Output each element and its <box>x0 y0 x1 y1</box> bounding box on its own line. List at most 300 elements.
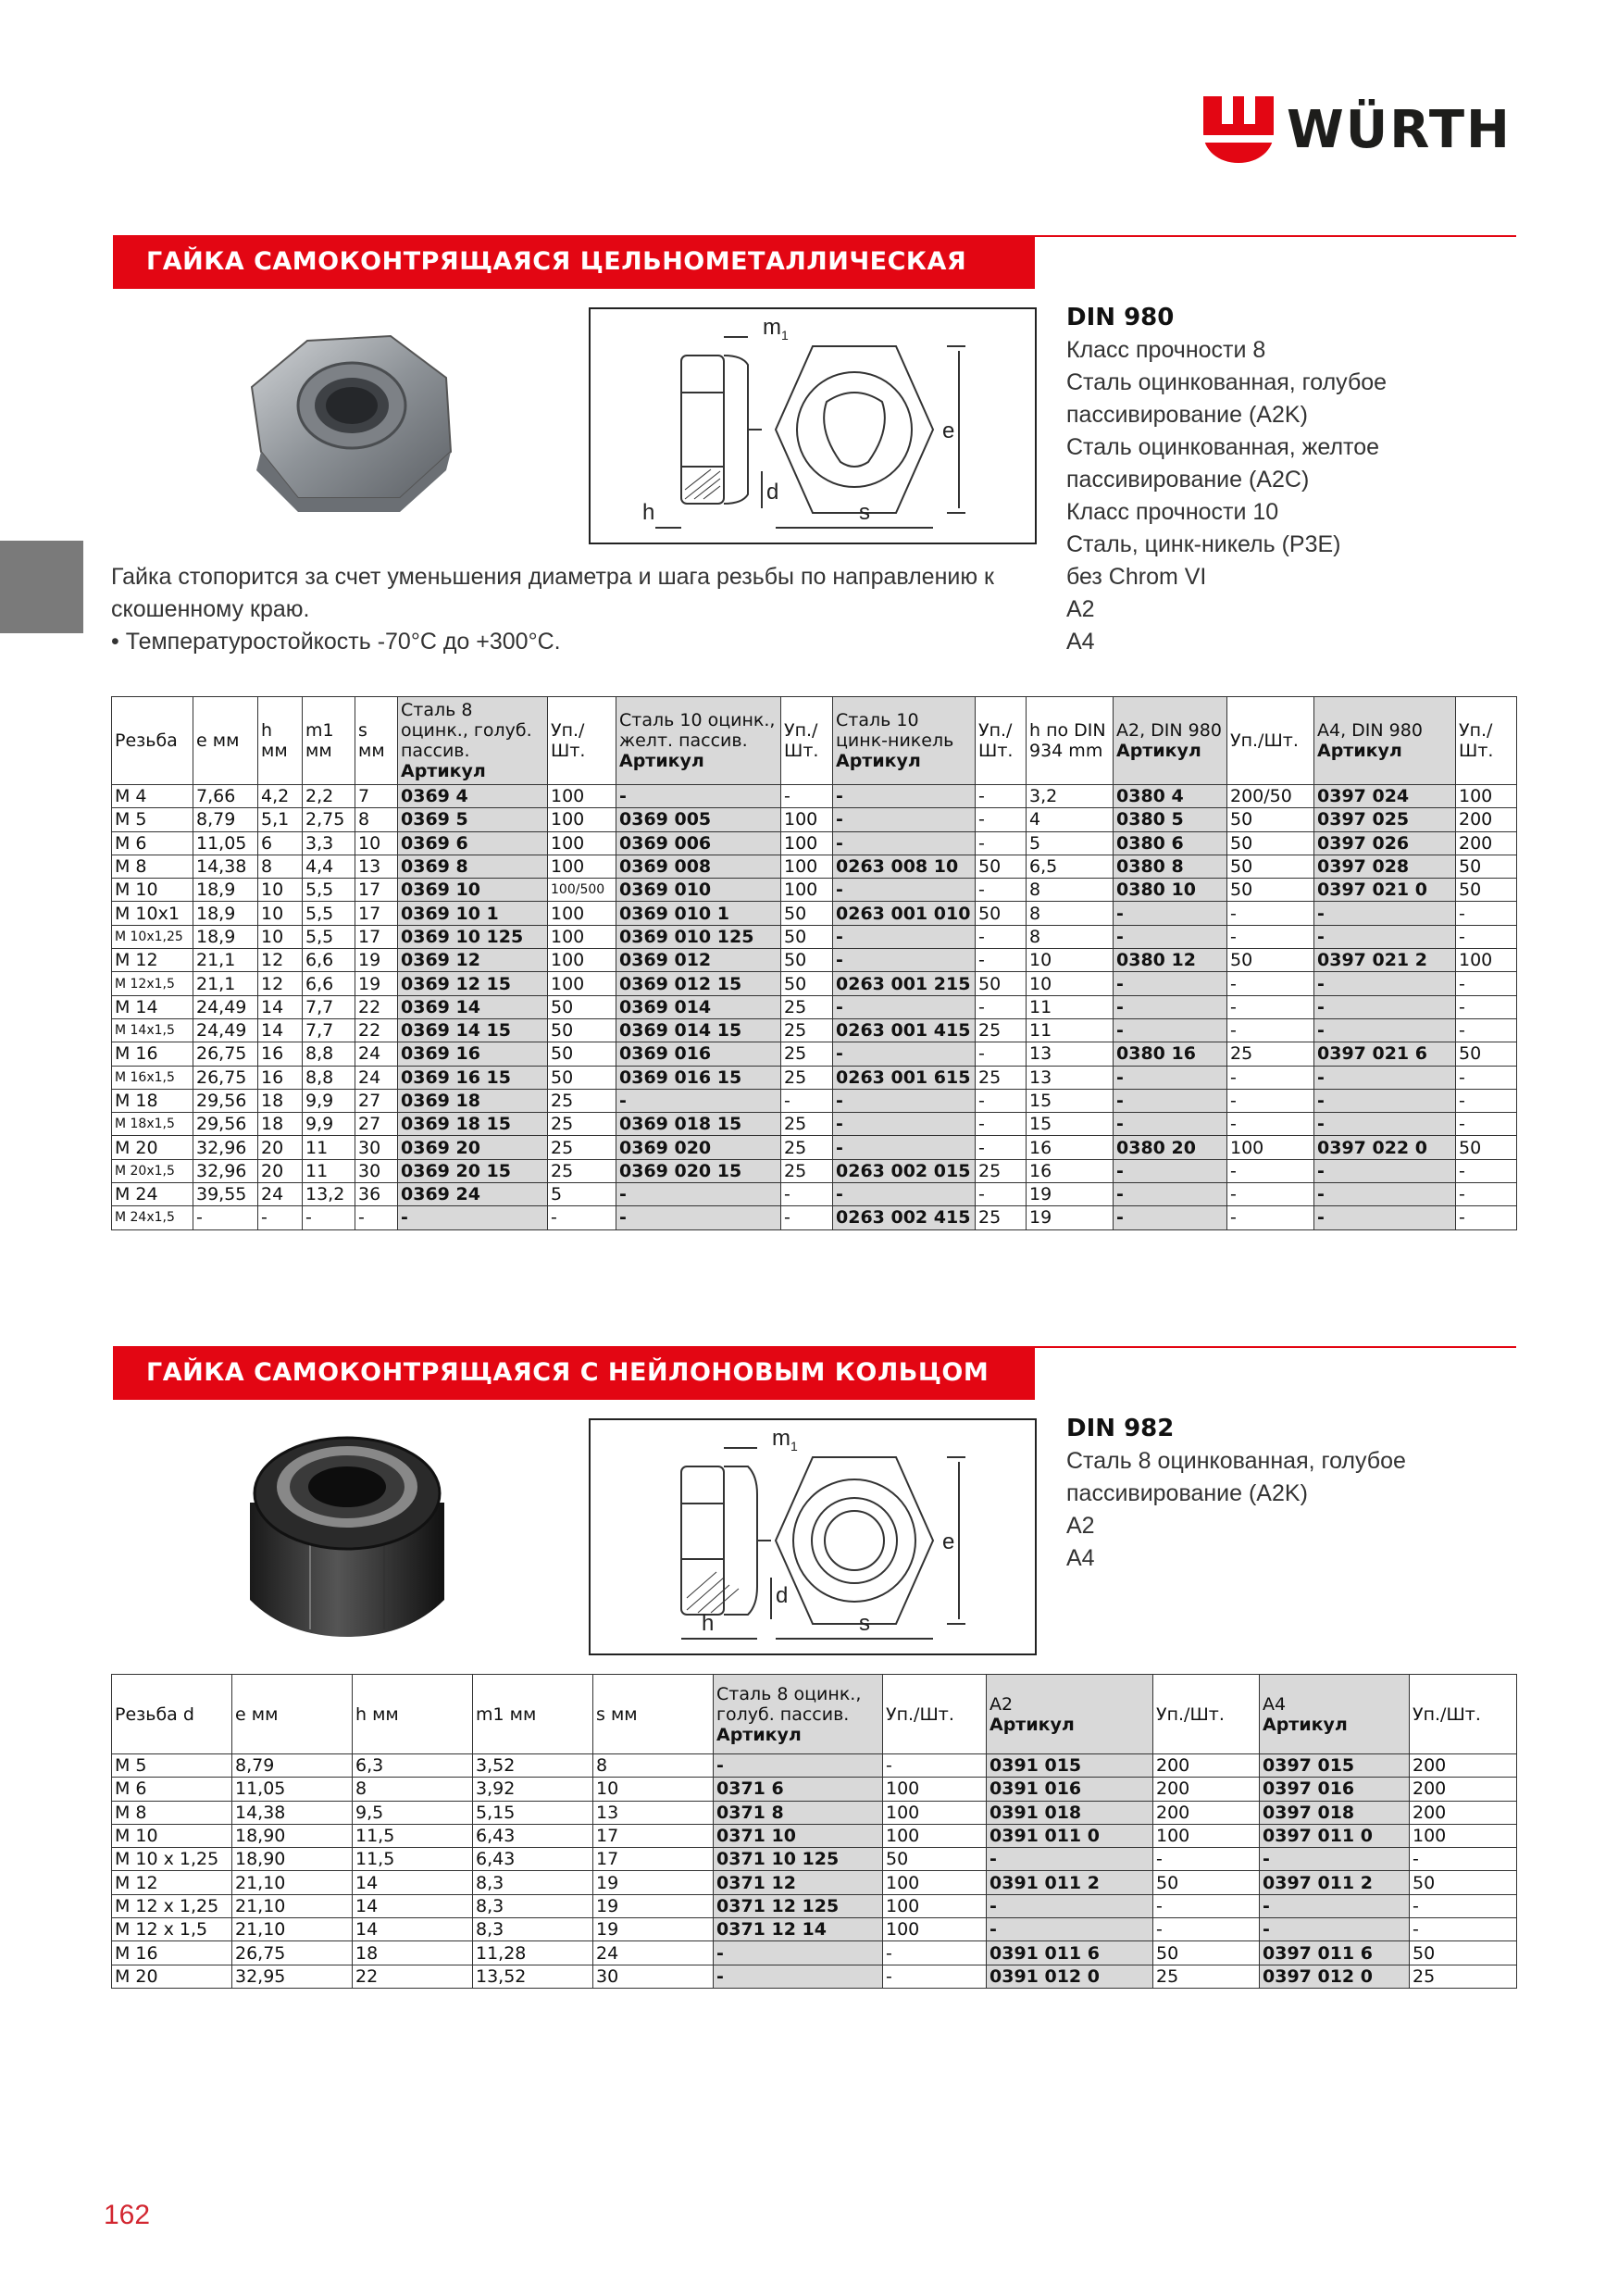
table-cell: - <box>976 1136 1027 1159</box>
table-cell: - <box>1227 1183 1314 1206</box>
table-cell: - <box>1114 925 1227 948</box>
table-cell: 50 <box>976 855 1027 878</box>
table-cell: 10 <box>258 879 303 902</box>
table-cell: 0369 12 15 <box>398 972 548 995</box>
table-cell: 50 <box>1410 1871 1517 1894</box>
table-cell: 14 <box>353 1894 473 1917</box>
header-text: Сталь 8 оцинк., голуб. пассив. <box>716 1683 862 1725</box>
wurth-logo-icon <box>1203 96 1274 163</box>
section1-specification <box>1066 302 1387 658</box>
table-cell: 0397 018 <box>1260 1801 1410 1824</box>
table-cell: 6,43 <box>473 1824 593 1847</box>
table-cell: 18 <box>353 1941 473 1965</box>
table-cell: - <box>987 1848 1153 1871</box>
table-cell: 14 <box>353 1871 473 1894</box>
label-d: d <box>776 1583 789 1608</box>
spec-line: без Chrom VI <box>1066 564 1207 590</box>
header-text: e мм <box>196 730 240 751</box>
table-cell: - <box>883 1965 987 1988</box>
table-cell: 3,92 <box>473 1778 593 1801</box>
table-cell: - <box>833 995 976 1018</box>
table-row <box>112 1042 1517 1066</box>
table-cell: 12 <box>258 972 303 995</box>
spec-line: Класс прочности 8 <box>1066 337 1266 363</box>
table-cell: 0391 015 <box>987 1754 1153 1778</box>
table-cell: 50 <box>548 1066 616 1089</box>
table-cell: 11 <box>303 1136 355 1159</box>
table-cell: 0397 022 0 <box>1314 1136 1456 1159</box>
spec-line: пассивирование (A2K) <box>1066 1480 1308 1506</box>
table-cell: 15 <box>1027 1113 1114 1136</box>
table-cell: 8,8 <box>303 1042 355 1066</box>
table-cell: - <box>616 1206 781 1229</box>
table-cell: 0391 016 <box>987 1778 1153 1801</box>
table-cell: - <box>976 1113 1027 1136</box>
table-cell: - <box>1227 925 1314 948</box>
table-cell: 0369 10 1 <box>398 902 548 925</box>
header-text: Уп./Шт. <box>1413 1703 1481 1725</box>
header-text: Резьба d <box>115 1703 194 1725</box>
table-cell: M 10x1 <box>112 902 193 925</box>
section1-title: ГАЙКА САМОКОНТРЯЩАЯСЯ ЦЕЛЬНОМЕТАЛЛИЧЕСКАЯ <box>113 235 1035 289</box>
table-cell: 12 <box>258 949 303 972</box>
spec-line: пассивирование (A2K) <box>1066 402 1308 428</box>
table-cell: - <box>1260 1848 1410 1871</box>
table-cell: - <box>1456 1018 1517 1042</box>
table-cell: 0369 010 1 <box>616 902 781 925</box>
table-cell: - <box>1410 1848 1517 1871</box>
table-cell: 50 <box>883 1848 987 1871</box>
table-cell: 19 <box>1027 1183 1114 1206</box>
table-cell: 8,3 <box>473 1894 593 1917</box>
table-cell: 8,3 <box>473 1918 593 1941</box>
table-cell: 0371 12 14 <box>714 1918 883 1941</box>
table-cell: 9,9 <box>303 1113 355 1136</box>
table-cell: 6,43 <box>473 1848 593 1871</box>
table-cell: 19 <box>593 1871 714 1894</box>
column-header <box>593 1675 714 1754</box>
table-cell: - <box>976 1089 1027 1112</box>
table-cell: - <box>1114 995 1227 1018</box>
table-cell: 21,10 <box>232 1871 353 1894</box>
header-text: e мм <box>235 1703 279 1725</box>
table-cell: - <box>1227 1018 1314 1042</box>
table-cell: M 8 <box>112 1801 232 1824</box>
column-header <box>616 697 781 785</box>
table-cell: 100 <box>548 785 616 808</box>
column-header <box>473 1675 593 1754</box>
table-cell: 0369 5 <box>398 808 548 831</box>
table-cell: 200 <box>1153 1778 1260 1801</box>
table-row <box>112 972 1517 995</box>
table-cell: - <box>1260 1894 1410 1917</box>
header-text: Уп./ Шт. <box>978 720 1014 761</box>
table-cell: 6,3 <box>353 1754 473 1778</box>
table-row <box>112 879 1517 902</box>
table-cell: 0397 026 <box>1314 831 1456 855</box>
table-cell: 8 <box>258 855 303 878</box>
table-cell: 100 <box>883 1801 987 1824</box>
table-cell: 0397 015 <box>1260 1754 1410 1778</box>
table-cell: 18,9 <box>193 879 258 902</box>
table-cell: 0369 20 <box>398 1136 548 1159</box>
table-cell: 0263 001 615 <box>833 1066 976 1089</box>
table-cell: 11,05 <box>232 1778 353 1801</box>
table-cell: 21,1 <box>193 949 258 972</box>
table-cell: 50 <box>1227 855 1314 878</box>
table-cell: 32,95 <box>232 1965 353 1988</box>
table-row <box>112 902 1517 925</box>
table-cell: - <box>1314 1159 1456 1182</box>
table-cell: 16 <box>258 1066 303 1089</box>
table-cell: M 14x1,5 <box>112 1018 193 1042</box>
column-header <box>781 697 833 785</box>
table-cell: - <box>987 1894 1153 1917</box>
table-cell: 6,6 <box>303 949 355 972</box>
spec-line: A2 <box>1066 1513 1095 1539</box>
table-cell: - <box>258 1206 303 1229</box>
table-cell: 0380 10 <box>1114 879 1227 902</box>
table-cell: 0369 18 <box>398 1089 548 1112</box>
table-cell: 10 <box>1027 972 1114 995</box>
table-cell: 0397 028 <box>1314 855 1456 878</box>
table-row <box>112 1965 1517 1988</box>
header-text: m1 мм <box>305 720 334 761</box>
table-cell: 7,7 <box>303 995 355 1018</box>
table-cell: 24 <box>355 1066 398 1089</box>
header-text: Сталь 10 цинк-никель <box>836 710 954 751</box>
table-cell: 18 <box>258 1089 303 1112</box>
table-cell: - <box>1456 1206 1517 1229</box>
table-cell: 0263 001 215 <box>833 972 976 995</box>
header-text: A2, DIN 980 <box>1116 720 1222 741</box>
table-cell: - <box>1456 1113 1517 1136</box>
table-cell: 13 <box>593 1801 714 1824</box>
table-cell: 0369 010 <box>616 879 781 902</box>
table-cell: 100 <box>883 1918 987 1941</box>
column-header <box>232 1675 353 1754</box>
table-cell: M 8 <box>112 855 193 878</box>
table-cell: 30 <box>593 1965 714 1988</box>
table-cell: 25 <box>548 1113 616 1136</box>
table-cell: 24 <box>258 1183 303 1206</box>
header-article-label: Артикул <box>619 751 704 771</box>
table-cell: 27 <box>355 1089 398 1112</box>
table-row <box>112 949 1517 972</box>
table-cell: 0369 20 15 <box>398 1159 548 1182</box>
table-cell: 24 <box>355 1042 398 1066</box>
table-cell: 0369 10 125 <box>398 925 548 948</box>
brand-wordmark: WÜRTH <box>1287 99 1512 160</box>
table-cell: 100 <box>883 1824 987 1847</box>
header-text: s мм <box>596 1703 638 1725</box>
table-row <box>112 1848 1517 1871</box>
table-row <box>112 1089 1517 1112</box>
table-cell: - <box>976 925 1027 948</box>
table-cell: 39,55 <box>193 1183 258 1206</box>
description-line: Гайка стопорится за счет уменьшения диаметра и шага резьбы по направлению к <box>111 564 994 590</box>
column-header <box>112 697 193 785</box>
column-header <box>258 697 303 785</box>
table-cell: 200 <box>1456 831 1517 855</box>
table-cell: 100 <box>1410 1824 1517 1847</box>
table-cell: - <box>714 1754 883 1778</box>
table-cell: M 24 <box>112 1183 193 1206</box>
table-cell: 5,5 <box>303 902 355 925</box>
table-cell: 0369 8 <box>398 855 548 878</box>
section1-title-rule <box>1035 235 1516 237</box>
table-cell: 0369 16 <box>398 1042 548 1066</box>
column-header <box>833 697 976 785</box>
table-cell: 0369 006 <box>616 831 781 855</box>
column-header <box>883 1675 987 1754</box>
label-s: s <box>859 1611 870 1636</box>
header-text: Сталь 8 оцинк., голуб. пассив. <box>401 700 532 761</box>
table-cell: 200 <box>1456 808 1517 831</box>
table-cell: - <box>976 1183 1027 1206</box>
table-cell: 0371 8 <box>714 1801 883 1824</box>
column-header <box>355 697 398 785</box>
header-text: m1 мм <box>476 1703 537 1725</box>
table-cell: M 16x1,5 <box>112 1066 193 1089</box>
table-cell: 11,28 <box>473 1941 593 1965</box>
table-cell: 5,1 <box>258 808 303 831</box>
table-cell: 100 <box>883 1871 987 1894</box>
table-cell: 50 <box>1456 855 1517 878</box>
table-cell: 26,75 <box>232 1941 353 1965</box>
table-cell: M 12 <box>112 949 193 972</box>
table-cell: - <box>833 831 976 855</box>
table-cell: 0391 018 <box>987 1801 1153 1824</box>
spec-line: A4 <box>1066 629 1095 655</box>
table-cell: 18,9 <box>193 925 258 948</box>
column-header <box>1027 697 1114 785</box>
table-cell: 25 <box>781 1113 833 1136</box>
table-cell: 30 <box>355 1136 398 1159</box>
table-cell: 32,96 <box>193 1136 258 1159</box>
column-header <box>976 697 1027 785</box>
table-cell: - <box>1314 972 1456 995</box>
table-cell: - <box>1114 1113 1227 1136</box>
table-cell: 7,7 <box>303 1018 355 1042</box>
column-header <box>1114 697 1227 785</box>
table-cell: - <box>1314 925 1456 948</box>
table-cell: 5 <box>548 1183 616 1206</box>
table-cell: 0263 008 10 <box>833 855 976 878</box>
table-cell: 0380 4 <box>1114 785 1227 808</box>
table-cell: 0371 12 <box>714 1871 883 1894</box>
table-cell: 10 <box>1027 949 1114 972</box>
chapter-side-tab <box>0 541 83 633</box>
table-cell: 0369 6 <box>398 831 548 855</box>
table-cell: - <box>1114 1183 1227 1206</box>
table-row <box>112 1066 1517 1089</box>
label-h: h <box>702 1611 715 1636</box>
table-cell: 0371 10 <box>714 1824 883 1847</box>
table-cell: 0380 20 <box>1114 1136 1227 1159</box>
table-cell: 25 <box>548 1136 616 1159</box>
table-cell: - <box>1456 1183 1517 1206</box>
table-cell: - <box>1227 1159 1314 1182</box>
table-cell: 8 <box>1027 925 1114 948</box>
table-cell: 18 <box>258 1113 303 1136</box>
table-cell: 0371 6 <box>714 1778 883 1801</box>
table-cell: - <box>1456 925 1517 948</box>
table-cell: - <box>976 785 1027 808</box>
table-cell: 200 <box>1153 1801 1260 1824</box>
table-cell: 14,38 <box>193 855 258 878</box>
table-cell: 16 <box>258 1042 303 1066</box>
table-row <box>112 1113 1517 1136</box>
table-cell: - <box>1227 902 1314 925</box>
table-cell: - <box>1456 1159 1517 1182</box>
table-cell: - <box>1114 1159 1227 1182</box>
table-cell: 6,6 <box>303 972 355 995</box>
section2-nylon-nut-photo <box>231 1415 463 1651</box>
table-cell: 0371 12 125 <box>714 1894 883 1917</box>
section2-title: ГАЙКА САМОКОНТРЯЩАЯСЯ С НЕЙЛОНОВЫМ КОЛЬЦОМ <box>113 1346 1035 1400</box>
page-number: 162 <box>104 2200 151 2230</box>
description-line: скошенному краю. <box>111 596 310 622</box>
table-cell: - <box>1114 972 1227 995</box>
table-cell: 8,79 <box>193 808 258 831</box>
table-cell: 11,05 <box>193 831 258 855</box>
section1-nut-photo <box>233 313 465 530</box>
table-cell: 50 <box>1153 1871 1260 1894</box>
label-m1: $m_1$ <box>772 1426 798 1454</box>
table-cell: - <box>781 1206 833 1229</box>
table-cell: 200 <box>1410 1801 1517 1824</box>
table-cell: - <box>1456 902 1517 925</box>
table-cell: 3,3 <box>303 831 355 855</box>
table-cell: 19 <box>355 949 398 972</box>
header-text: A4, DIN 980 <box>1317 720 1423 741</box>
header-text: A2 <box>989 1693 1014 1715</box>
table-cell: - <box>833 1113 976 1136</box>
table-cell: M 20x1,5 <box>112 1159 193 1182</box>
table-cell: 14 <box>258 995 303 1018</box>
table-cell: - <box>976 949 1027 972</box>
column-header <box>714 1675 883 1754</box>
table-cell: 8 <box>1027 879 1114 902</box>
table-cell: 8,8 <box>303 1066 355 1089</box>
table-row <box>112 1941 1517 1965</box>
table-row <box>112 1159 1517 1182</box>
table-row <box>112 925 1517 948</box>
table-cell: - <box>976 879 1027 902</box>
table-cell: 0380 16 <box>1114 1042 1227 1066</box>
table-cell: 0391 012 0 <box>987 1965 1153 1988</box>
brand-logo <box>1203 96 1512 163</box>
table-cell: - <box>833 1136 976 1159</box>
table-cell: 8 <box>353 1778 473 1801</box>
table-cell: 25 <box>1153 1965 1260 1988</box>
table-cell: 0397 025 <box>1314 808 1456 831</box>
table-cell: 0369 016 15 <box>616 1066 781 1089</box>
table-row <box>112 1018 1517 1042</box>
table-cell: - <box>976 808 1027 831</box>
header-article-label: Артикул <box>1263 1714 1348 1735</box>
table-cell: 8,3 <box>473 1871 593 1894</box>
din-standard: DIN 980 <box>1066 304 1175 331</box>
table-cell: 100 <box>781 831 833 855</box>
label-e: e <box>942 418 955 443</box>
table-cell: 0371 10 125 <box>714 1848 883 1871</box>
table-cell: - <box>1227 1206 1314 1229</box>
table-cell: 7 <box>355 785 398 808</box>
table-cell: 0369 020 15 <box>616 1159 781 1182</box>
table-cell: 100 <box>548 855 616 878</box>
table-cell: 16 <box>1027 1136 1114 1159</box>
table-cell: 10 <box>593 1778 714 1801</box>
table-cell: - <box>1314 1066 1456 1089</box>
table-cell: - <box>1227 1066 1314 1089</box>
table-cell: 19 <box>1027 1206 1114 1229</box>
table-cell: - <box>987 1918 1153 1941</box>
table-cell: - <box>833 785 976 808</box>
table-cell: 50 <box>781 949 833 972</box>
table-cell: 0397 012 0 <box>1260 1965 1410 1988</box>
table-cell: 0369 12 <box>398 949 548 972</box>
table-cell: 16 <box>1027 1159 1114 1182</box>
table-cell: 13,52 <box>473 1965 593 1988</box>
table-cell: 27 <box>355 1113 398 1136</box>
table-cell: - <box>976 995 1027 1018</box>
header-article-label: Артикул <box>1317 741 1402 761</box>
table-cell: - <box>398 1206 548 1229</box>
table-cell: 0263 002 015 <box>833 1159 976 1182</box>
table-cell: 50 <box>1227 879 1314 902</box>
label-d: d <box>766 480 779 505</box>
table-cell: 100/500 <box>548 879 616 902</box>
table-cell: 50 <box>548 1042 616 1066</box>
table-cell: 25 <box>781 1136 833 1159</box>
table-cell: 0397 024 <box>1314 785 1456 808</box>
table-cell: 21,10 <box>232 1918 353 1941</box>
table-row <box>112 1918 1517 1941</box>
table-row <box>112 808 1517 831</box>
column-header <box>987 1675 1153 1754</box>
table-cell: 0369 012 15 <box>616 972 781 995</box>
table-cell: 0397 021 2 <box>1314 949 1456 972</box>
table-cell: 25 <box>781 1018 833 1042</box>
table-cell: 26,75 <box>193 1066 258 1089</box>
table-cell: 0369 014 <box>616 995 781 1018</box>
table-cell: 9,9 <box>303 1089 355 1112</box>
table-cell: 3,52 <box>473 1754 593 1778</box>
table-cell: 0397 011 6 <box>1260 1941 1410 1965</box>
table-cell: 25 <box>976 1018 1027 1042</box>
table-cell: - <box>1456 972 1517 995</box>
section2-technical-drawing <box>589 1418 1037 1655</box>
table-cell: 26,75 <box>193 1042 258 1066</box>
table-cell: 11,5 <box>353 1824 473 1847</box>
table-cell: 14 <box>353 1918 473 1941</box>
table-cell: - <box>548 1206 616 1229</box>
table-cell: 25 <box>781 1066 833 1089</box>
table-cell: - <box>1314 1183 1456 1206</box>
table-cell: 10 <box>355 831 398 855</box>
header-text: h по DIN 934 mm <box>1029 720 1106 761</box>
table-cell: - <box>1456 1089 1517 1112</box>
table-cell: 14,38 <box>232 1801 353 1824</box>
table-cell: M 10 x 1,25 <box>112 1848 232 1871</box>
table-cell: 13 <box>1027 1066 1114 1089</box>
table-cell: - <box>781 1183 833 1206</box>
table-cell: 0369 020 <box>616 1136 781 1159</box>
table-cell: - <box>976 831 1027 855</box>
table-cell: 2,2 <box>303 785 355 808</box>
